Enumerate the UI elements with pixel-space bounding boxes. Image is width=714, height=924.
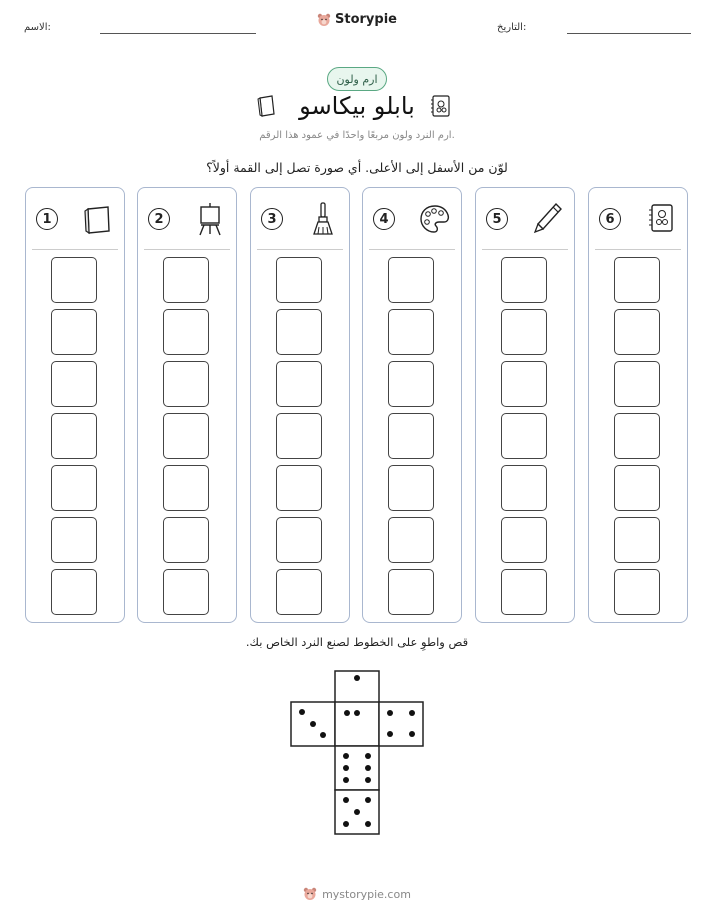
pip <box>365 765 371 771</box>
dice-face-6 <box>335 746 379 790</box>
column-2 <box>137 187 237 623</box>
pip <box>344 710 350 716</box>
color-cell[interactable] <box>163 257 209 303</box>
pip <box>409 731 415 737</box>
color-cell[interactable] <box>163 413 209 459</box>
dice-face-2 <box>335 702 379 746</box>
cut-instruction: قص واطوِ على الخطوط لصنع النرد الخاص بك. <box>245 635 469 649</box>
color-cell[interactable] <box>51 569 97 615</box>
pip <box>387 731 393 737</box>
cell-stack <box>163 257 209 621</box>
pip <box>365 797 371 803</box>
pip <box>343 777 349 783</box>
easel-icon <box>194 201 226 237</box>
pip <box>365 821 371 827</box>
color-cell[interactable] <box>501 361 547 407</box>
color-cell[interactable] <box>163 361 209 407</box>
color-cell[interactable] <box>388 413 434 459</box>
color-cell[interactable] <box>388 517 434 563</box>
color-cell[interactable] <box>163 569 209 615</box>
color-cell[interactable] <box>51 309 97 355</box>
dice-face-4 <box>379 702 423 746</box>
color-cell[interactable] <box>614 309 660 355</box>
cell-stack <box>614 257 660 621</box>
pip <box>299 709 305 715</box>
color-cell[interactable] <box>501 517 547 563</box>
footer <box>0 887 714 901</box>
brand-name: Storypie <box>335 12 397 27</box>
color-cell[interactable] <box>388 309 434 355</box>
column-4 <box>362 187 462 623</box>
color-cell[interactable] <box>388 569 434 615</box>
color-cell[interactable] <box>501 569 547 615</box>
pip <box>310 721 316 727</box>
date-line[interactable] <box>567 33 691 34</box>
title-sketchbook-icon <box>430 94 452 122</box>
color-cell[interactable] <box>388 257 434 303</box>
cell-stack <box>51 257 97 621</box>
color-cell[interactable] <box>51 361 97 407</box>
cell-stack <box>276 257 322 621</box>
color-cell[interactable] <box>614 413 660 459</box>
color-cell[interactable] <box>163 309 209 355</box>
palette-icon <box>419 201 451 237</box>
color-cell[interactable] <box>501 413 547 459</box>
book-icon <box>82 201 114 237</box>
pencil-icon <box>532 201 564 237</box>
color-cell[interactable] <box>51 413 97 459</box>
brand-logo <box>0 12 714 27</box>
color-cell[interactable] <box>163 465 209 511</box>
color-cell[interactable] <box>276 413 322 459</box>
name-label: الاسم: <box>24 22 51 33</box>
column-5 <box>475 187 575 623</box>
color-cell[interactable] <box>501 309 547 355</box>
sketchbook-icon <box>645 201 677 237</box>
pip <box>343 797 349 803</box>
pip <box>320 732 326 738</box>
pip <box>365 777 371 783</box>
color-cell[interactable] <box>614 465 660 511</box>
pip <box>343 753 349 759</box>
color-cell[interactable] <box>388 361 434 407</box>
color-cell[interactable] <box>51 517 97 563</box>
color-cell[interactable] <box>276 361 322 407</box>
color-cell[interactable] <box>276 257 322 303</box>
color-cell[interactable] <box>614 569 660 615</box>
cell-stack <box>501 257 547 621</box>
color-cell[interactable] <box>163 517 209 563</box>
column-number: 2 <box>148 208 170 230</box>
pip <box>354 710 360 716</box>
cell-stack <box>388 257 434 621</box>
name-line[interactable] <box>100 33 256 34</box>
column-number: 3 <box>261 208 283 230</box>
pip <box>343 821 349 827</box>
column-number: 5 <box>486 208 508 230</box>
subtitle: ارم النرد ولون مربعًا واحدًا في عمود هذا الرقم. <box>259 130 455 141</box>
color-cell[interactable] <box>501 257 547 303</box>
color-cell[interactable] <box>51 257 97 303</box>
column-6 <box>588 187 688 623</box>
color-cell[interactable] <box>614 517 660 563</box>
column-number: 6 <box>599 208 621 230</box>
color-cell[interactable] <box>51 465 97 511</box>
pip <box>365 753 371 759</box>
column-number: 4 <box>373 208 395 230</box>
color-cell[interactable] <box>276 465 322 511</box>
pip <box>354 675 360 681</box>
column-3 <box>250 187 350 623</box>
instruction-text: لوّن من الأسفل إلى الأعلى. أي صورة تصل إلى القمة أولاً؟ <box>206 160 508 175</box>
paintbrush-icon <box>307 201 339 237</box>
color-cell[interactable] <box>614 361 660 407</box>
dice-net <box>290 670 425 835</box>
activity-tag: ارم ولون <box>327 67 387 91</box>
pip <box>354 809 360 815</box>
pip <box>343 765 349 771</box>
color-cell[interactable] <box>276 517 322 563</box>
color-cell[interactable] <box>276 569 322 615</box>
bear-icon <box>317 13 331 27</box>
bear-icon <box>303 887 317 901</box>
column-1 <box>25 187 125 623</box>
column-number: 1 <box>36 208 58 230</box>
pip <box>387 710 393 716</box>
footer-url[interactable]: mystorypie.com <box>322 887 411 901</box>
pip <box>409 710 415 716</box>
color-cell[interactable] <box>276 309 322 355</box>
page-title: بابلو بيكاسو <box>299 92 415 120</box>
color-cell[interactable] <box>388 465 434 511</box>
date-label: التاريخ: <box>497 22 527 33</box>
color-cell[interactable] <box>501 465 547 511</box>
color-cell[interactable] <box>614 257 660 303</box>
